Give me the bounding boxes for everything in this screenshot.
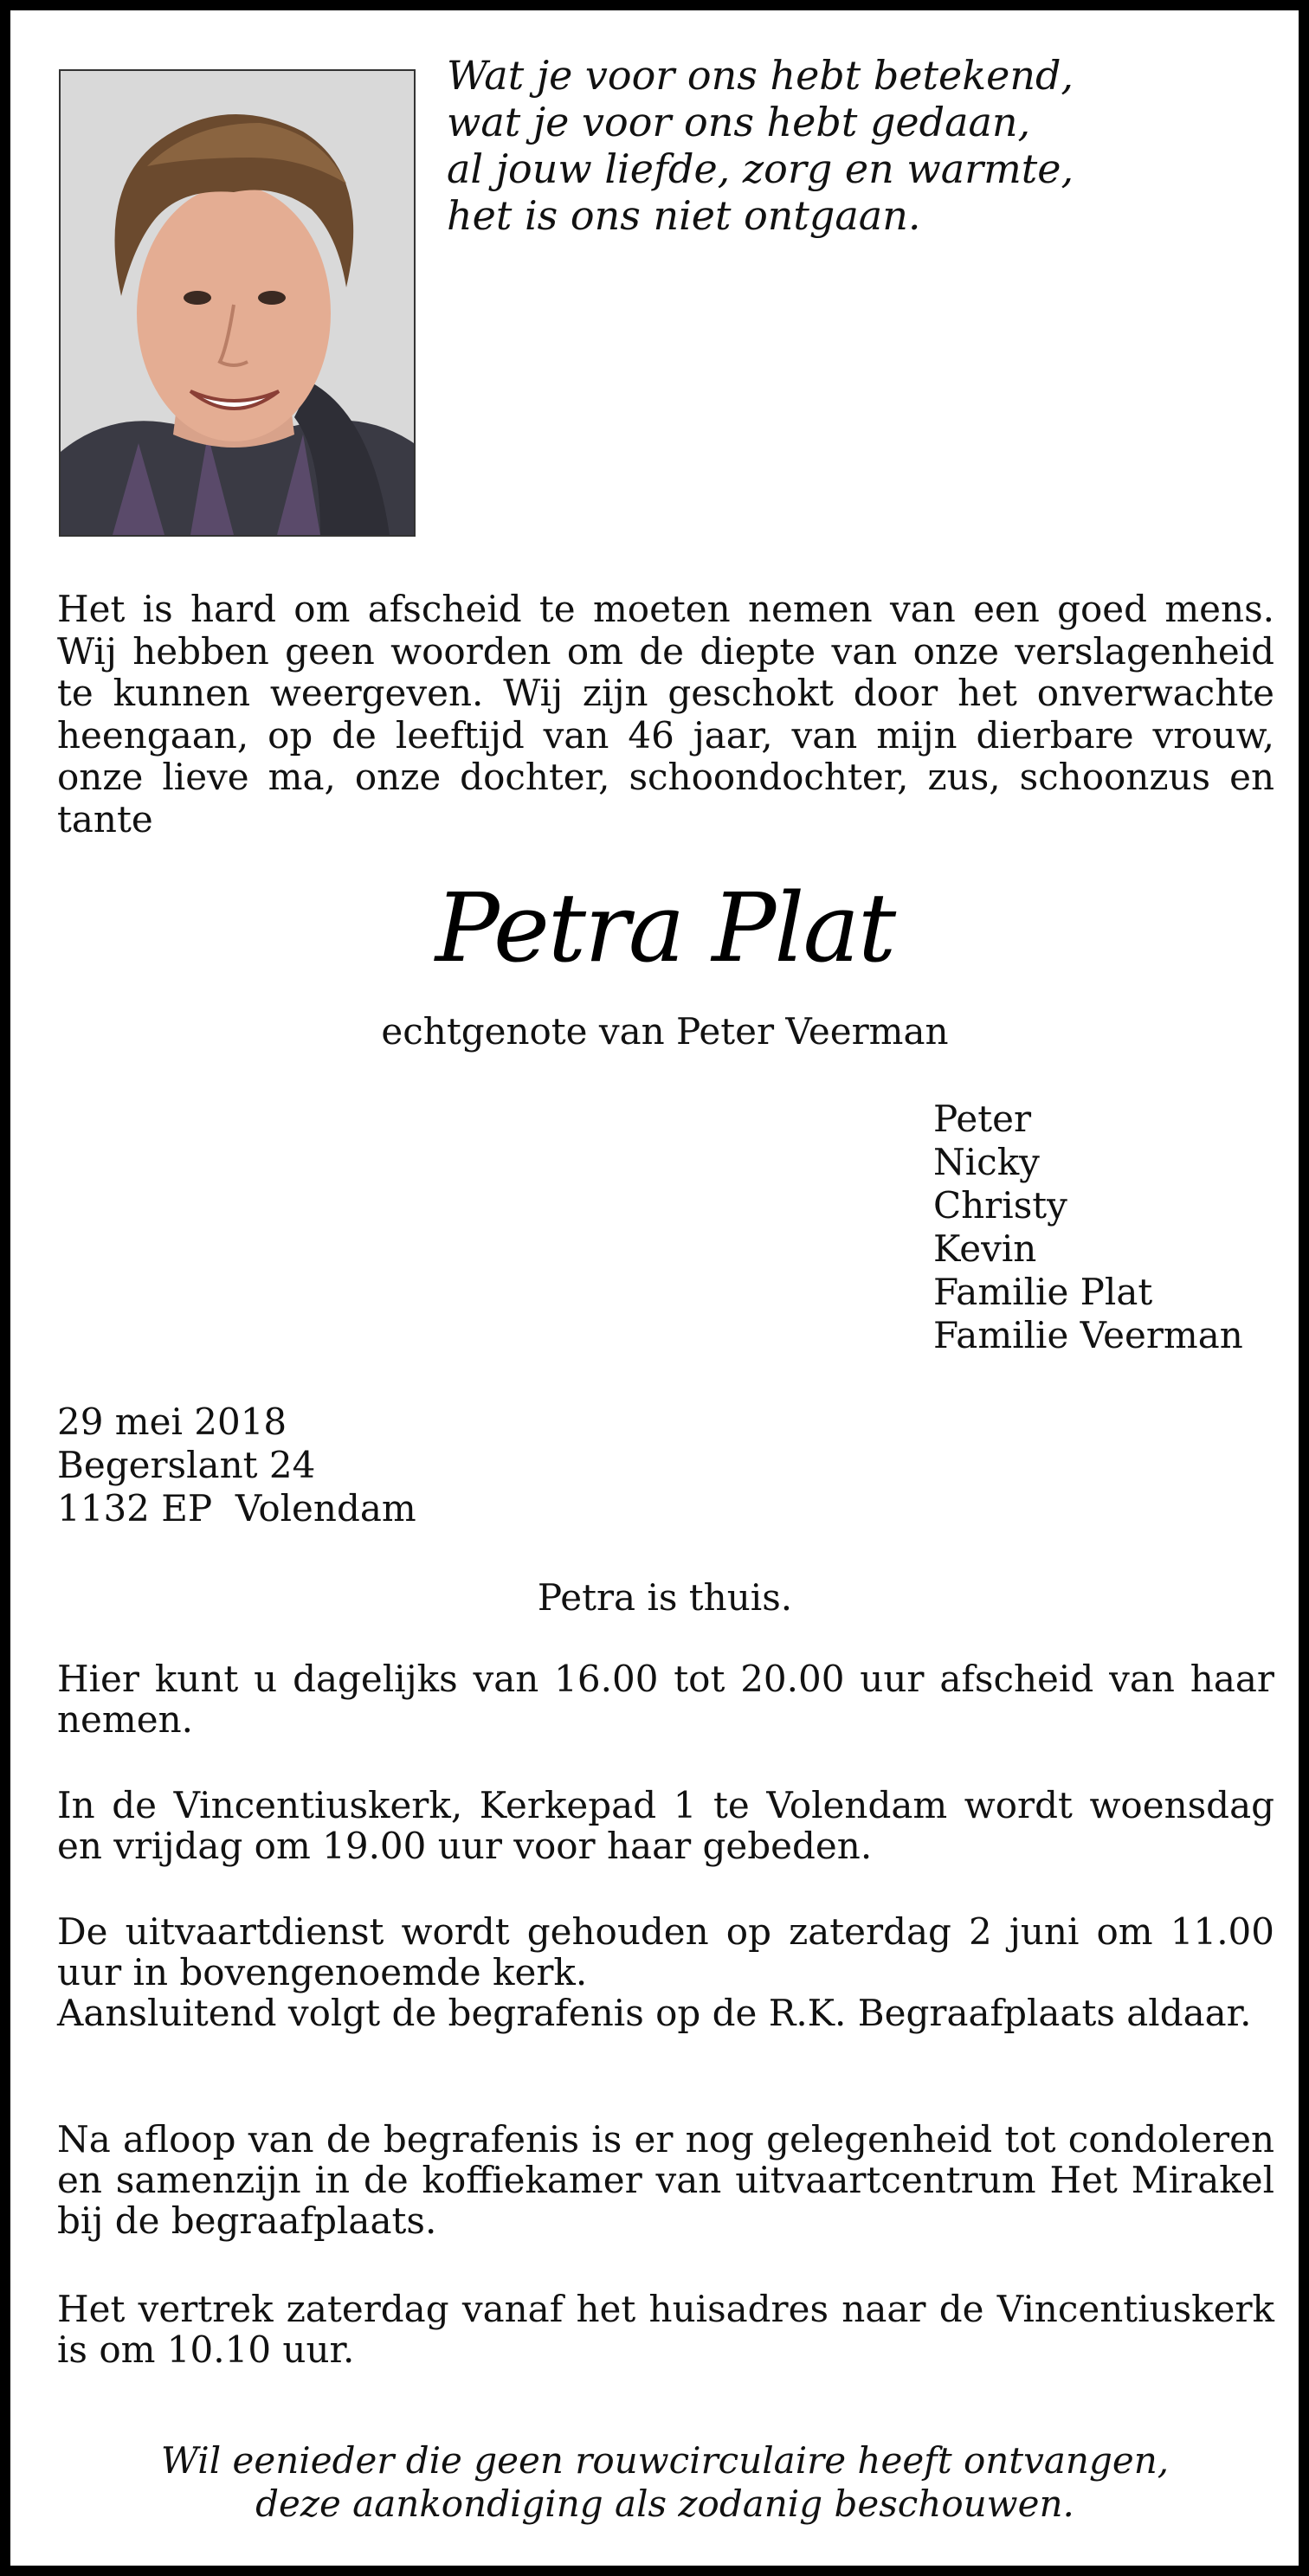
at-home-notice: Petra is thuis. xyxy=(537,1576,793,1619)
intro-paragraph: Het is hard om afscheid te moeten nemen van een goed mens. Wij hebben geen woorden om de diepte van onze verslagenheid te kunnen weergeven. Wij zijn geschokt door het onverwachte heengaan, op de leeftijd van 46 jaar, van mijn dierbare vrouw, onze lieve ma, onze dochter, schoondochter, zus, schoonzus en tante xyxy=(57,588,1274,840)
portrait-photo xyxy=(59,69,416,537)
family-member: Kevin xyxy=(933,1227,1037,1270)
family-member: Familie Veerman xyxy=(933,1314,1243,1356)
postal-city-line: 1132 EP Volendam xyxy=(57,1487,416,1530)
memorial-poem xyxy=(447,52,1278,239)
poem-line: Wat je voor ons hebt betekend, xyxy=(447,52,1074,99)
poem-line: al jouw liefde, zorg en warmte, xyxy=(447,145,1074,192)
condolence-paragraph: Na afloop van de begrafenis is er nog gelegenheid tot condoleren en samenzijn in de koffiekamer van uitvaartcentrum Het Mirakel bij de begraafplaats. xyxy=(57,2118,1274,2242)
poem-line: het is ons niet ontgaan. xyxy=(447,192,921,239)
spouse-line: echtgenote van Peter Veerman xyxy=(381,1010,949,1053)
date-line: 29 mei 2018 xyxy=(57,1401,287,1443)
poem-line: wat je voor ons hebt gedaan, xyxy=(447,99,1031,145)
deceased-name: Petra Plat xyxy=(435,873,895,983)
family-member: Peter xyxy=(933,1098,1032,1140)
family-member: Familie Plat xyxy=(933,1271,1153,1313)
visiting-hours-paragraph: Hier kunt u dagelijks van 16.00 tot 20.00 uur afscheid van haar nemen. xyxy=(57,1658,1274,1741)
burial-paragraph: Aansluitend volgt de begrafenis op de R.K. Begraafplaats aldaar. xyxy=(57,1992,1252,2034)
funeral-service-paragraph: De uitvaartdienst wordt gehouden op zaterdag 2 juni om 11.00 uur in bovengenoemde kerk. xyxy=(57,1910,1274,1993)
family-member: Nicky xyxy=(933,1141,1040,1183)
date-and-address xyxy=(57,1401,750,1530)
footer-note xyxy=(10,2439,1309,2526)
footer-line: Wil eenieder die geen rouwcirculaire heeft ontvangen, xyxy=(160,2439,1170,2482)
footer-line: deze aankondiging als zodanig beschouwen. xyxy=(255,2483,1074,2525)
family-list xyxy=(933,1098,1297,1357)
prayer-service-paragraph: In de Vincentiuskerk, Kerkepad 1 te Volendam wordt woensdag en vrijdag om 19.00 uur voor haar gebeden. xyxy=(57,1784,1274,1867)
departure-paragraph: Het vertrek zaterdag vanaf het huisadres naar de Vincentiuskerk is om 10.10 uur. xyxy=(57,2288,1274,2371)
street-line: Begerslant 24 xyxy=(57,1444,316,1486)
family-member: Christy xyxy=(933,1184,1067,1227)
